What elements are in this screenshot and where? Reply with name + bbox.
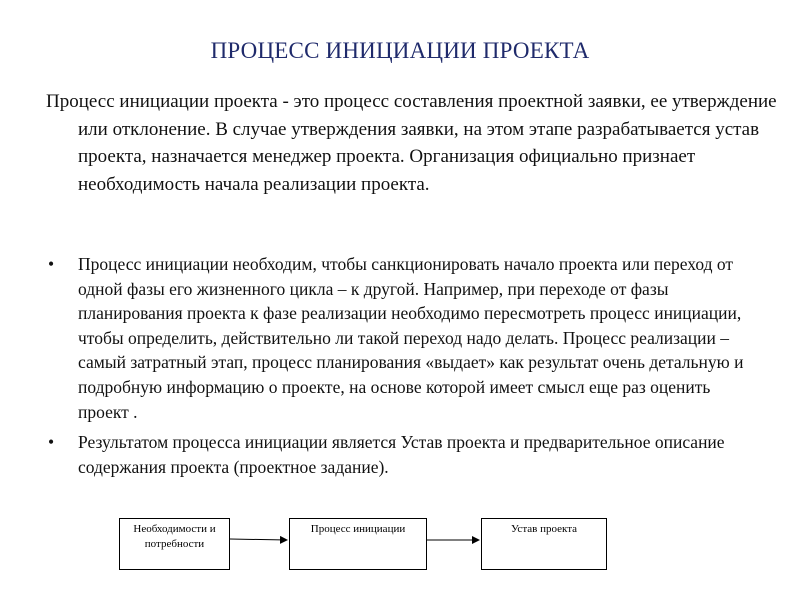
flow-box-needs: Необходимости и потребности [119,518,230,570]
slide-title: ПРОЦЕСС ИНИЦИАЦИИ ПРОЕКТА [210,38,590,63]
intro-paragraph: Процесс инициации проекта - это процесс составления проектной заявки, ее утверждение или отклонение. В случае утверждения заявки, на этом этапе разрабатывается устав проекта, назначается менеджер проекта. Организация официально признает необходимость начала реализации проекта. [46,91,777,195]
bullet-marker: • [48,432,55,453]
bullet-item [46,430,758,479]
bullet-text: Результатом процесса инициации является Устав проекта и предварительное описание содержания проекта (проектное задание). [78,432,725,477]
flow-box-initiation-process: Процесс инициации [289,518,427,570]
flow-box-project-charter: Устав проекта [481,518,607,570]
bullet-text: Процесс инициации необходим, чтобы санкционировать начало проекта или переход от одной фазы его жизненного цикла – к другой. Например, при переходе от фазы планирования проекта к фазе реализации необходимо пересмотреть процесс инициации, чтобы определить, действительно ли такой переход надо делать. Процесс реализации – самый затратный этап, процесс планирования «выдает» как результат очень детальную и подробную информацию о проекте, на основе которой имеет смысл еще раз оценить проект . [78,254,744,422]
bullet-marker: • [48,254,55,274]
bullet-item [46,252,758,424]
flow-arrow-1 [230,539,287,540]
bullet-list [46,252,758,485]
